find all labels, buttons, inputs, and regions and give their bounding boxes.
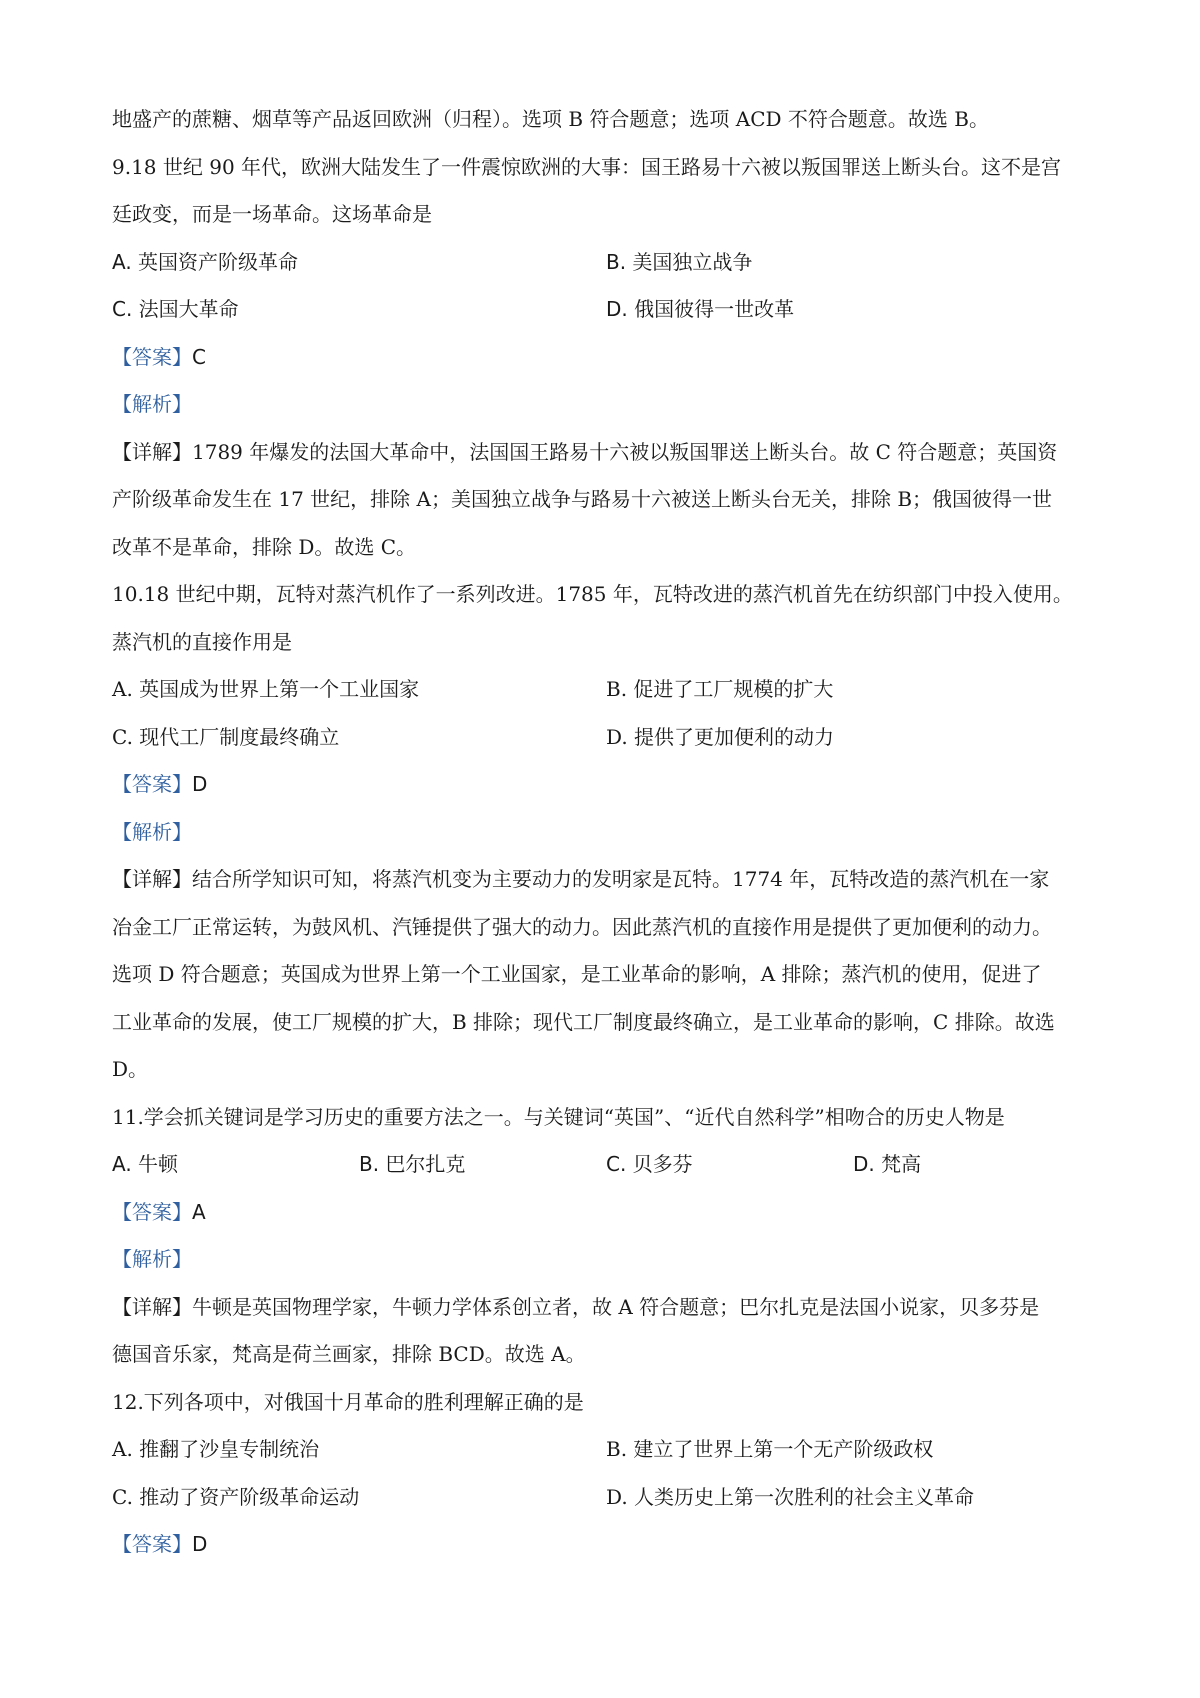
answer-tag: 【答案】 <box>112 344 192 369</box>
q11-options-row <box>112 1141 1100 1189</box>
q10-options-row1 <box>112 666 1100 714</box>
q12-options-row1 <box>112 1426 1100 1474</box>
q10-option-b: B. 促进了工厂规模的扩大 <box>606 677 834 701</box>
q9-answer-value: C <box>192 344 206 369</box>
q10-detail-text1: 结合所学知识可知，将蒸汽机变为主要动力的发明家是瓦特。1774 年，瓦特改造的蒸汽机在一家 <box>192 867 1050 891</box>
q11-option-c: C. 贝多芬 <box>606 1152 693 1176</box>
q11-option-a: A. 牛顿 <box>112 1152 179 1176</box>
q9-detail-line2: 产阶级革命发生在 17 世纪，排除 A；美国独立战争与路易十六被送上断头台无关，排除 B；俄国彼得一世 <box>112 487 1053 511</box>
q12-option-c: C. 推动了资产阶级革命运动 <box>112 1484 360 1509</box>
q12-option-b: B. 建立了世界上第一个无产阶级政权 <box>606 1437 934 1461</box>
q11-detail-line1 <box>112 1284 1100 1332</box>
q9-stem-line2: 廷政变，而是一场革命。这场革命是 <box>112 202 432 226</box>
answer-tag: 【答案】 <box>112 1532 192 1556</box>
q9-option-d: D. 俄国彼得一世改革 <box>606 297 795 321</box>
detail-tag: 【详解】 <box>112 867 192 891</box>
q10-option-c: C. 现代工厂制度最终确立 <box>112 724 340 749</box>
q9-option-b: B. 美国独立战争 <box>606 249 753 274</box>
question-11 <box>112 1094 1100 1379</box>
question-9 <box>112 144 1100 572</box>
q12-answer-value: D <box>192 1532 208 1556</box>
q11-answer <box>112 1189 1100 1237</box>
q9-options-row2 <box>112 286 1100 334</box>
q10-detail-line3: 选项 D 符合题意；英国成为世界上第一个工业国家，是工业革命的影响，A 排除；蒸汽机的使用，促进了 <box>112 962 1042 986</box>
q12-option-d: D. 人类历史上第一次胜利的社会主义革命 <box>606 1484 975 1509</box>
q9-option-c: C. 法国大革命 <box>112 297 239 321</box>
q11-stem-line1: 11.学会抓关键词是学习历史的重要方法之一。与关键词“英国”、“近代自然科学”相吻合的历史人物是 <box>112 1104 1005 1129</box>
q10-option-d: D. 提供了更加便利的动力 <box>606 724 835 749</box>
q12-option-a: A. 推翻了沙皇专制统治 <box>112 1437 320 1461</box>
q10-stem-line1: 10.18 世纪中期，瓦特对蒸汽机作了一系列改进。1785 年，瓦特改进的蒸汽机首先在纺织部门中投入使用。 <box>112 582 1073 606</box>
q12-options-row2 <box>112 1474 1100 1522</box>
q10-answer <box>112 761 1100 809</box>
q11-detail-text1: 牛顿是英国物理学家，牛顿力学体系创立者，故 A 符合题意；巴尔扎克是法国小说家，贝多芬是 <box>192 1294 1040 1319</box>
q11-option-d: D. 梵高 <box>853 1152 922 1176</box>
intro-line: 地盛产的蔗糖、烟草等产品返回欧洲（归程）。选项 B 符合题意；选项 ACD 不符合题意。故选 B。 <box>112 107 989 131</box>
q10-answer-value: D <box>192 772 208 796</box>
q10-detail-line2: 冶金工厂正常运转，为鼓风机、汽锤提供了强大的动力。因此蒸汽机的直接作用是提供了更加便利的动力。 <box>112 914 1052 939</box>
question-12 <box>112 1379 1100 1569</box>
q9-detail-text1: 1789 年爆发的法国大革命中，法国国王路易十六被以叛国罪送上断头台。故 C 符合题意；英国资 <box>192 439 1058 464</box>
q10-detail-line1 <box>112 856 1100 904</box>
detail-tag: 【详解】 <box>112 1294 192 1319</box>
q10-stem-line2: 蒸汽机的直接作用是 <box>112 629 292 654</box>
detail-tag: 【详解】 <box>112 439 192 464</box>
q11-option-b: B. 巴尔扎克 <box>359 1152 466 1176</box>
answer-tag: 【答案】 <box>112 1199 192 1224</box>
q12-stem-line1: 12.下列各项中，对俄国十月革命的胜利理解正确的是 <box>112 1389 584 1414</box>
q10-options-row2 <box>112 714 1100 762</box>
q9-answer <box>112 334 1100 382</box>
q11-detail-line2: 德国音乐家，梵高是荷兰画家，排除 BCD。故选 A。 <box>112 1342 586 1366</box>
q12-answer <box>112 1521 1100 1569</box>
q9-option-a: A. 英国资产阶级革命 <box>112 249 299 274</box>
question-10 <box>112 571 1100 1094</box>
q10-detail-line4: 工业革命的发展，使工厂规模的扩大，B 排除；现代工厂制度最终确立，是工业革命的影响，C 排除。故选 <box>112 1009 1055 1034</box>
q10-option-a: A. 英国成为世界上第一个工业国家 <box>112 677 420 701</box>
answer-tag: 【答案】 <box>112 772 192 796</box>
q9-stem-line1: 9.18 世纪 90 年代，欧洲大陆发生了一件震惊欧洲的大事：国王路易十六被以叛国罪送上断头台。这不是宫 <box>112 154 1062 179</box>
q11-answer-value: A <box>192 1199 206 1224</box>
q10-analysis-tag: 【解析】 <box>112 819 192 844</box>
q9-detail-line3: 改革不是革命，排除 D。故选 C。 <box>112 534 417 559</box>
q9-analysis-tag: 【解析】 <box>112 392 192 416</box>
q11-analysis-tag: 【解析】 <box>112 1247 192 1271</box>
q10-detail-line5: D。 <box>112 1057 149 1081</box>
q9-detail-line1 <box>112 429 1100 477</box>
q9-options-row1 <box>112 239 1100 287</box>
